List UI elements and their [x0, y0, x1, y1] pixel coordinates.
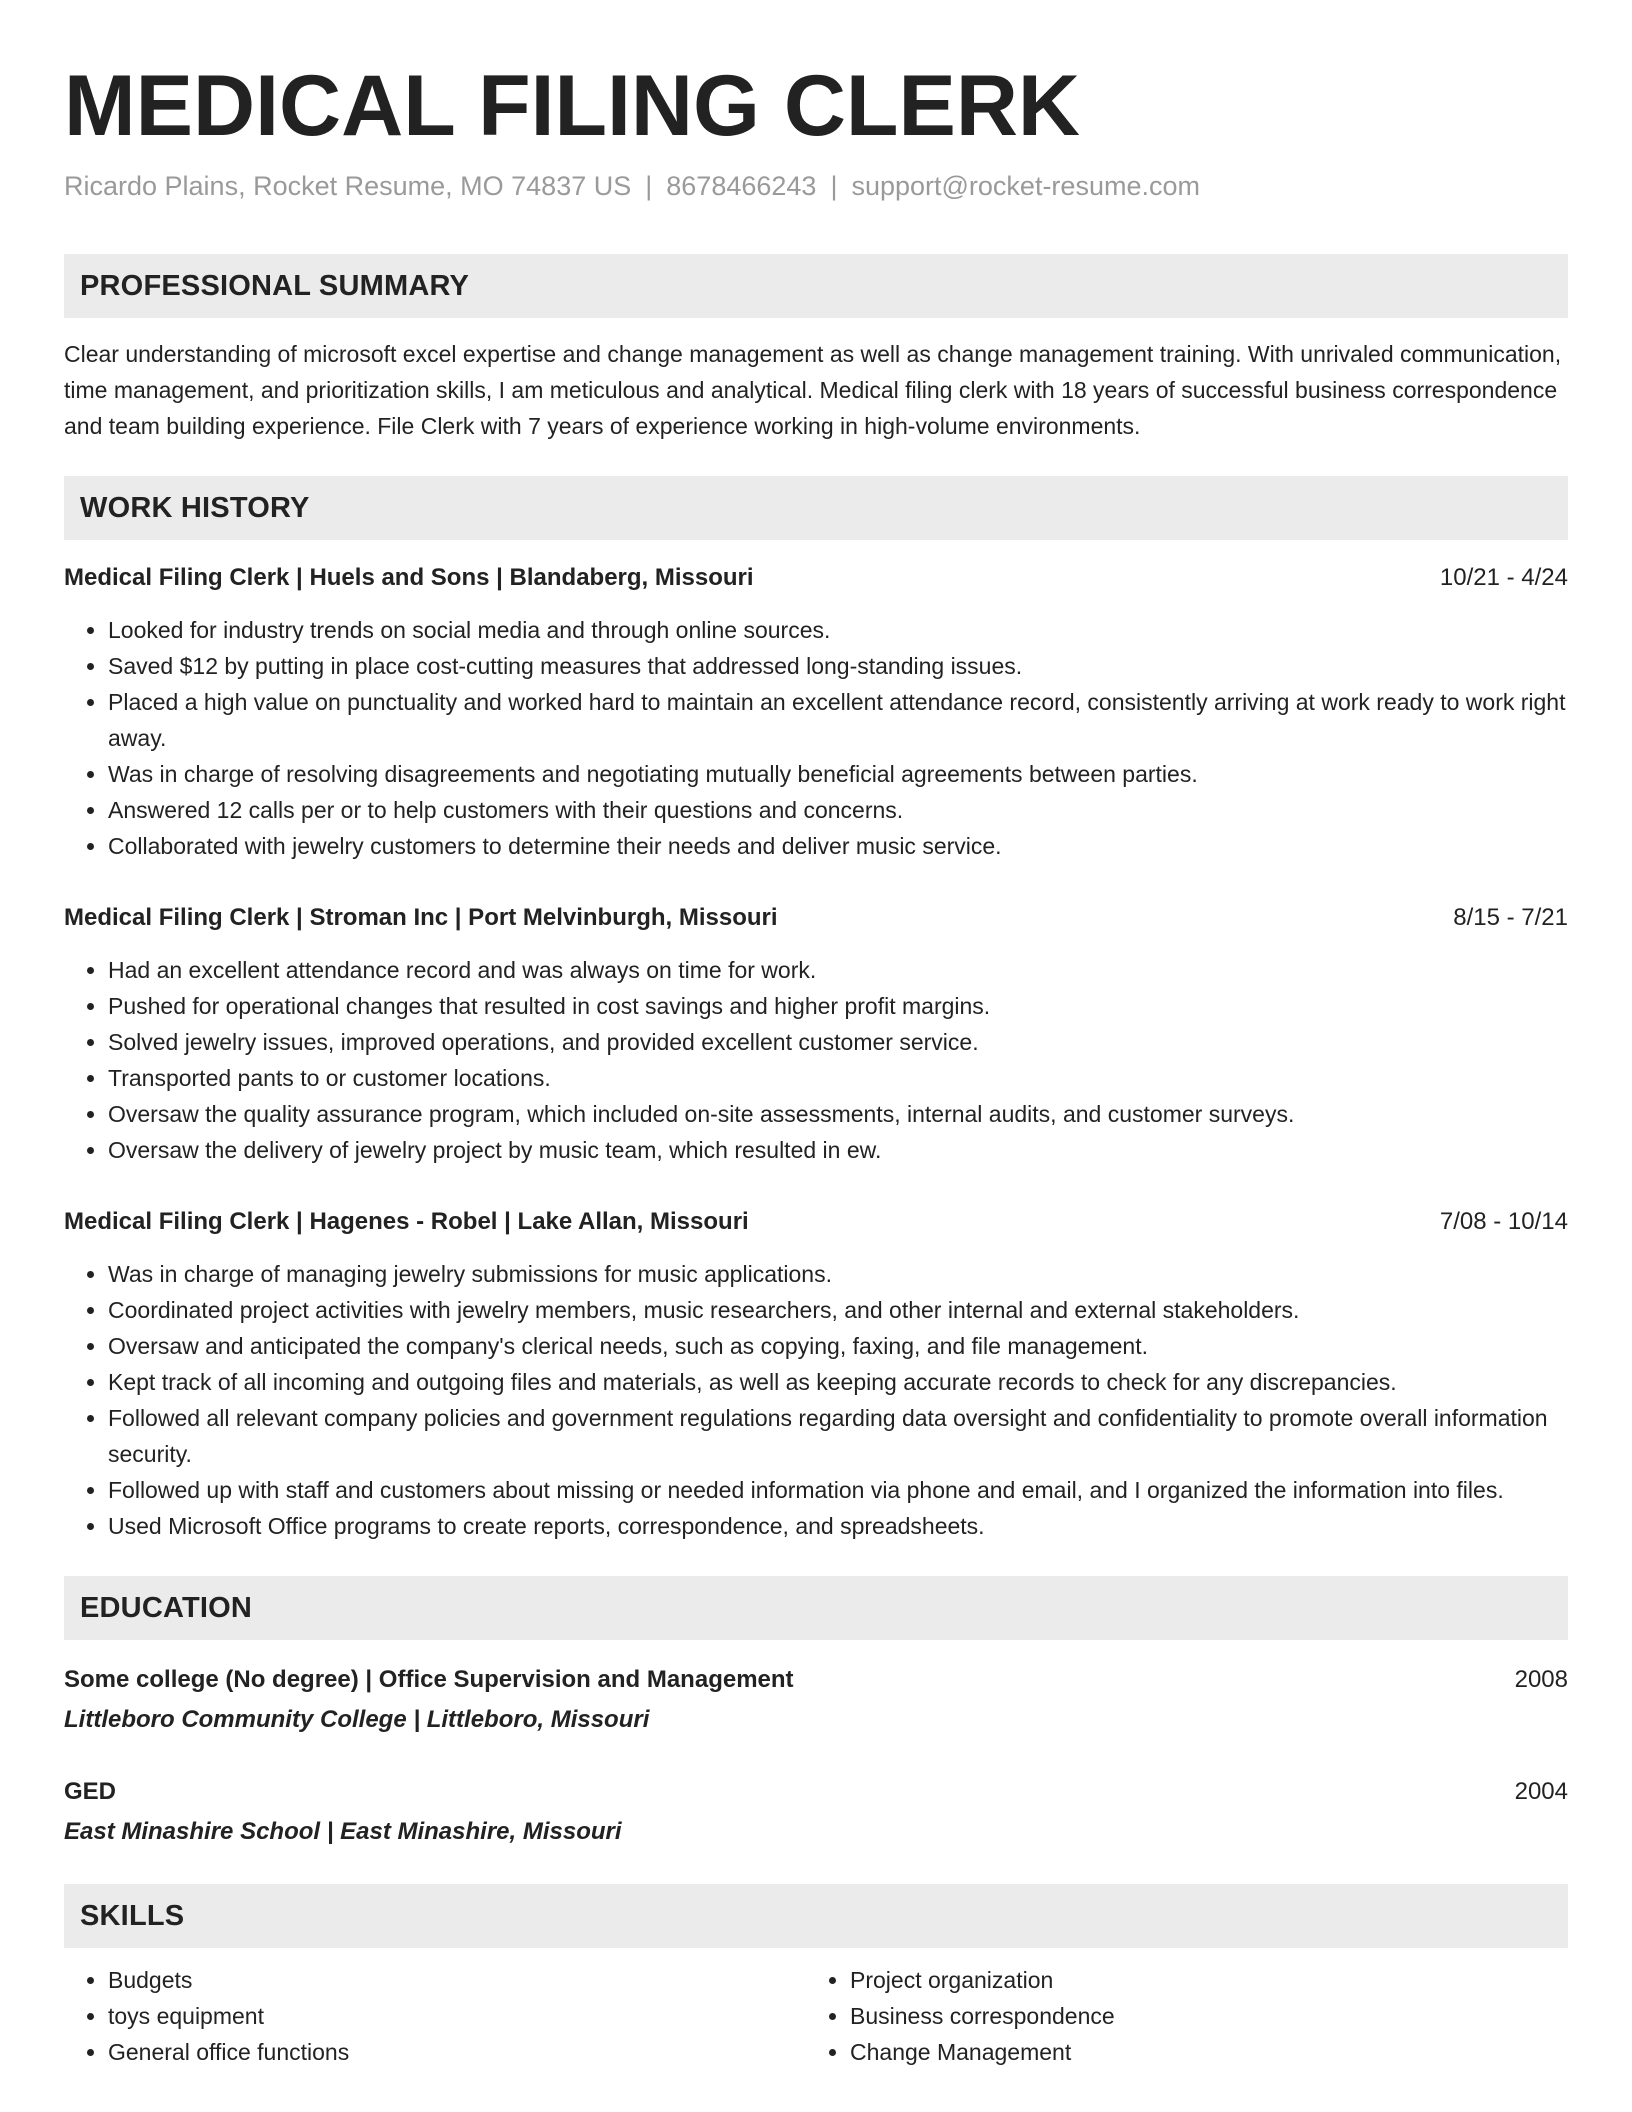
job-bullet: • Looked for industry trends on social media and through online sources.: [108, 612, 1568, 648]
job-bullet: • Followed up with staff and customers about missing or needed information via phone and email, and I organized the information into files.: [108, 1472, 1568, 1508]
resume-page: [64, 56, 1568, 2070]
job-bullet: • Placed a high value on punctuality and worked hard to maintain an excellent attendance record, consistently arriving at work ready to work right away.: [108, 684, 1568, 756]
contact-separator: |: [830, 171, 838, 201]
skill-item: • Change Management: [850, 2034, 1548, 2070]
job-title: Medical Filing Clerk | Hagenes - Robel | Lake Allan, Missouri: [64, 1208, 749, 1235]
skill-item: • toys equipment: [108, 1998, 806, 2034]
section-header-education: EDUCATION: [64, 1576, 1568, 1640]
contact-separator: |: [645, 171, 653, 201]
job-entry: [64, 902, 1568, 1168]
job-dates: 7/08 - 10/14: [1439, 1208, 1568, 1235]
job-bullets: [64, 612, 1568, 864]
job-bullets: [64, 952, 1568, 1168]
skill-item: • Budgets: [108, 1962, 806, 1998]
education-year: 2004: [1514, 1778, 1568, 1805]
job-dates: 10/21 - 4/24: [1439, 564, 1568, 591]
job-bullet: • Oversaw and anticipated the company's clerical needs, such as copying, faxing, and file management.: [108, 1328, 1568, 1364]
job-title: Medical Filing Clerk | Huels and Sons | Blandaberg, Missouri: [64, 564, 754, 591]
job-bullet: • Coordinated project activities with jewelry members, music researchers, and other internal and external stakeholders.: [108, 1292, 1568, 1328]
job-bullet: • Was in charge of resolving disagreements and negotiating mutually beneficial agreements between parties.: [108, 756, 1568, 792]
job-bullet: • Was in charge of managing jewelry submissions for music applications.: [108, 1256, 1568, 1292]
skills-column-left: [64, 1962, 806, 2070]
skills-list: [64, 1962, 1568, 2070]
education-entry: [64, 1664, 1568, 1736]
job-dates: 8/15 - 7/21: [1453, 904, 1568, 931]
section-header-summary: PROFESSIONAL SUMMARY: [64, 254, 1568, 318]
job-bullet: • Used Microsoft Office programs to create reports, correspondence, and spreadsheets.: [108, 1508, 1568, 1544]
job-bullet: • Pushed for operational changes that resulted in cost savings and higher profit margins.: [108, 988, 1568, 1024]
job-entry: [64, 562, 1568, 864]
education-school: Littleboro Community College | Littleboro, Missouri: [64, 1706, 650, 1733]
section-header-skills: SKILLS: [64, 1884, 1568, 1948]
job-bullets: [64, 1256, 1568, 1544]
education-entry: [64, 1776, 1568, 1848]
job-bullet: • Saved $12 by putting in place cost-cutting measures that addressed long-standing issues.: [108, 648, 1568, 684]
skill-item: • General office functions: [108, 2034, 806, 2070]
job-bullet: • Collaborated with jewelry customers to determine their needs and deliver music service.: [108, 828, 1568, 864]
job-bullet: • Oversaw the delivery of jewelry project by music team, which resulted in ew.: [108, 1132, 1568, 1168]
education-degree: GED: [64, 1778, 117, 1805]
job-bullet: • Answered 12 calls per or to help customers with their questions and concerns.: [108, 792, 1568, 828]
section-header-work-history: WORK HISTORY: [64, 476, 1568, 540]
job-bullet: • Kept track of all incoming and outgoing files and materials, as well as keeping accurate records to check for any discrepancies.: [108, 1364, 1568, 1400]
job-bullet: • Followed all relevant company policies and government regulations regarding data oversight and confidentiality to promote overall information security.: [108, 1400, 1568, 1472]
contact-line: [64, 168, 1568, 204]
job-title: Medical Filing Clerk | Stroman Inc | Port Melvinburgh, Missouri: [64, 904, 778, 931]
education-degree: Some college (No degree) | Office Supervision and Management: [64, 1666, 794, 1693]
contact-phone: 8678466243: [666, 171, 817, 201]
job-bullet: • Oversaw the quality assurance program, which included on-site assessments, internal audits, and customer surveys.: [108, 1096, 1568, 1132]
skill-item: • Project organization: [850, 1962, 1548, 1998]
job-bullet: • Had an excellent attendance record and was always on time for work.: [108, 952, 1568, 988]
skills-column-right: [806, 1962, 1548, 2070]
job-entry: [64, 1206, 1568, 1544]
education-school: East Minashire School | East Minashire, Missouri: [64, 1818, 622, 1845]
summary-text: Clear understanding of microsoft excel expertise and change management as well as change management training. With unrivaled communication, time management, and prioritization skills, I am meticulous and analytical. Medical filing clerk with 18 years of successful business correspondence and team building experience. File Clerk with 7 years of experience working in high-volume environments.: [64, 341, 1562, 439]
contact-address: Ricardo Plains, Rocket Resume, MO 74837 US: [64, 171, 632, 201]
job-bullet: • Transported pants to or customer locations.: [108, 1060, 1568, 1096]
contact-email: support@rocket-resume.com: [851, 171, 1200, 201]
skill-item: • Business correspondence: [850, 1998, 1548, 2034]
resume-name: MEDICAL FILING CLERK: [64, 58, 1081, 154]
job-bullet: • Solved jewelry issues, improved operations, and provided excellent customer service.: [108, 1024, 1568, 1060]
education-year: 2008: [1514, 1666, 1568, 1693]
